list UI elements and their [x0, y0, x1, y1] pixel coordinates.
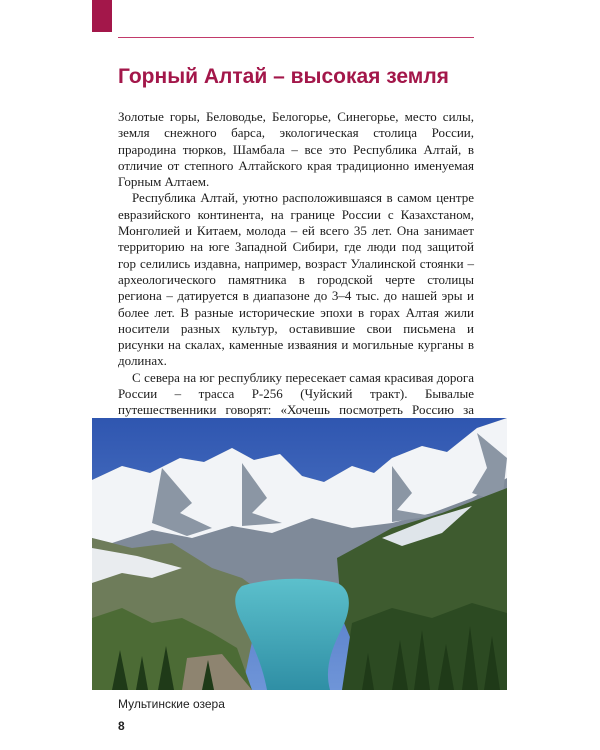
mountain-lake-illustration [92, 418, 507, 690]
page-title: Горный Алтай – высокая земля [118, 65, 449, 88]
paragraph-1: Золотые горы, Беловодье, Белогорье, Синегорье, место силы, земля снежного барса, экологическая столица России, прародина тюрков, Шамбала – все это Республика Алтай, в отличие от степного Алтайского края традиционно именуемая Горным Алтаем. [118, 109, 474, 190]
mountain-lake-photo [92, 418, 507, 690]
header-rule [118, 37, 474, 38]
chapter-tab-marker [92, 0, 112, 32]
photo-caption: Мультинские озера [118, 697, 225, 711]
page-number: 8 [118, 719, 125, 733]
paragraph-3: С севера на юг республику пересекает самая красивая дорога России – трасса Р-256 (Чуйский тракт). Бывалые путешественники говорят: «Хочешь посмотреть Россию за [118, 369, 474, 418]
paragraph-2: Республика Алтай, уютно расположившаяся в самом центре евразийского континента, на границе России с Казахстаном, Монголией и Китаем, молода – ей всего 35 лет. Она занимает территорию на юге Западной Сибири, где люди под защитой гор селились издавна, например, возраст Улалинской стоянки – археологического памятника в городской черте столицы региона – датируется в диапазоне до 3–4 тыс. до нашей эры и более лет. В разные исторические эпохи в горах Алтая жили носители разных культур, оставившие свои письмена и рисунки на скалах, каменные изваяния и могильные курганы в долинах. [118, 190, 474, 369]
